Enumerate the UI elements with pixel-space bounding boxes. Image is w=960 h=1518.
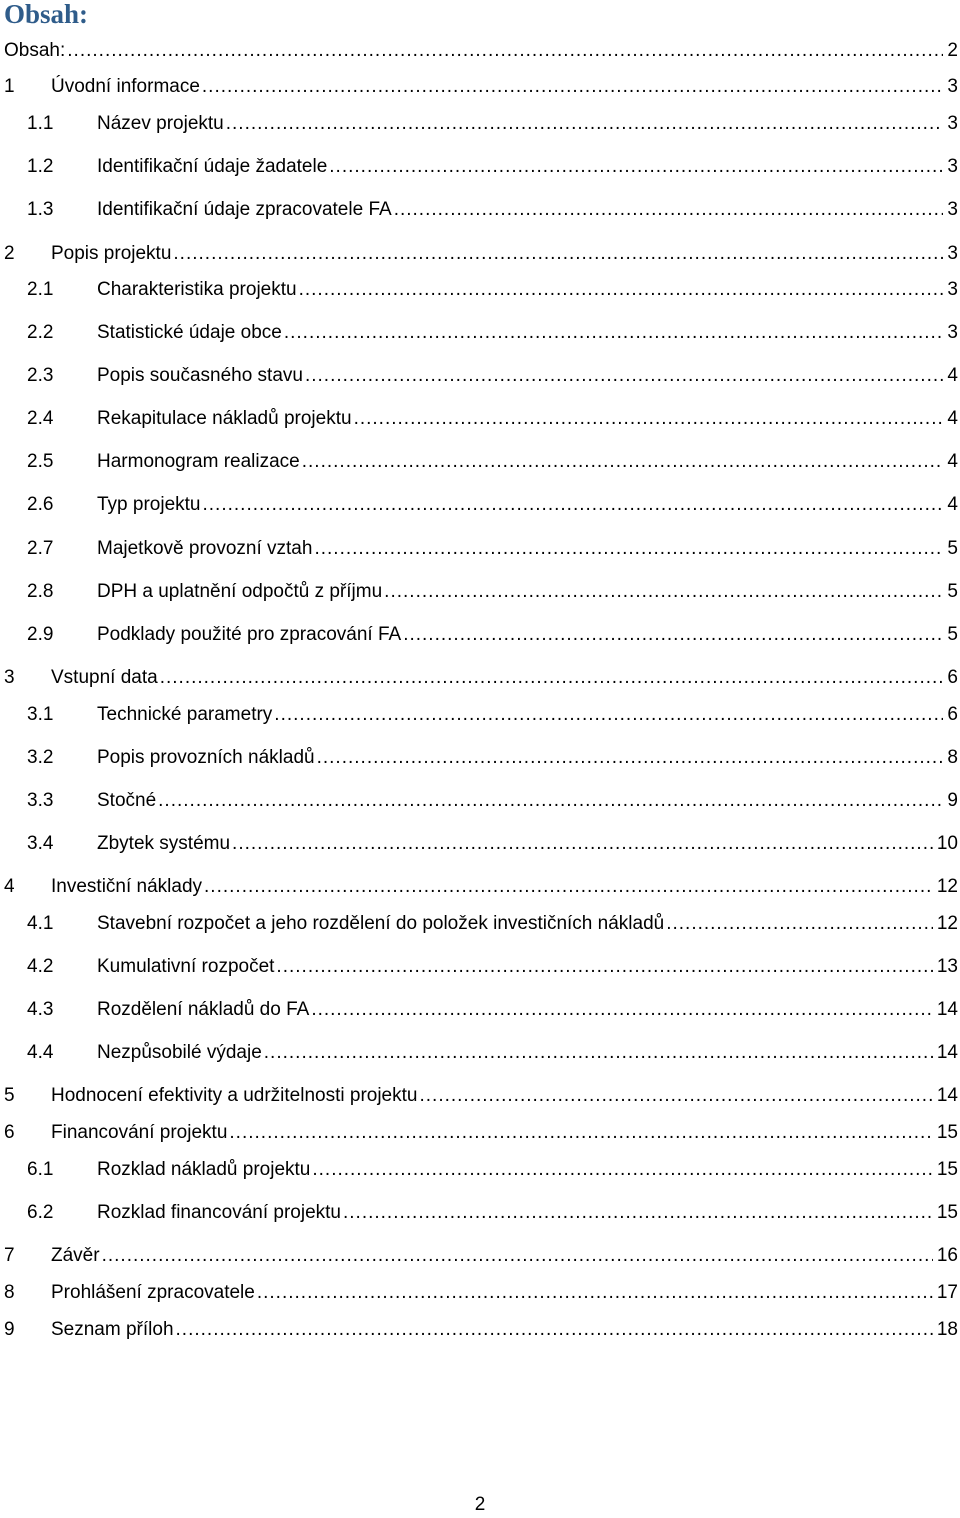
toc-entry-title: Kumulativní rozpočet — [97, 956, 275, 977]
toc-entry-page: 4 — [947, 451, 958, 472]
toc-entry-page: 14 — [936, 999, 958, 1020]
toc-entry-title: Vstupní data — [51, 667, 158, 688]
toc-entry-title: Název projektu — [97, 113, 224, 134]
toc-entry[interactable] — [0, 363, 960, 389]
toc-entry[interactable] — [0, 1317, 960, 1343]
toc-entry-number: 8 — [4, 1282, 15, 1303]
toc-entry-page: 14 — [936, 1085, 958, 1106]
toc-entry-number: 6.1 — [27, 1159, 54, 1180]
toc-dot-leader — [203, 492, 944, 518]
toc-entry-title: Typ projektu — [97, 494, 201, 515]
toc-entry[interactable] — [0, 1083, 960, 1109]
toc-entry-title: Majetkově provozní vztah — [97, 538, 313, 559]
toc-dot-leader — [403, 622, 943, 648]
toc-dot-leader — [305, 363, 943, 389]
toc-entry-title: Popis současného stavu — [97, 365, 303, 386]
toc-entry-page: 4 — [947, 408, 958, 429]
toc-entry-page: 16 — [936, 1245, 958, 1266]
toc-entry-page: 13 — [936, 956, 958, 977]
toc-entry-number: 2.6 — [27, 494, 54, 515]
toc-entry-page: 2 — [947, 40, 958, 61]
toc-heading: Obsah: — [4, 0, 89, 29]
toc-entry-title: Rozdělení nákladů do FA — [97, 999, 310, 1020]
toc-entry-number: 2.8 — [27, 581, 54, 602]
toc-dot-leader — [274, 702, 943, 728]
toc-entry-page: 15 — [936, 1122, 958, 1143]
toc-entry-page: 3 — [947, 279, 958, 300]
toc-entry-title: Rozklad financování projektu — [97, 1202, 341, 1223]
toc-entry[interactable] — [0, 38, 960, 64]
toc-entry-number: 5 — [4, 1085, 15, 1106]
toc-entry-title: DPH a uplatnění odpočtů z příjmu — [97, 581, 383, 602]
toc-entry[interactable] — [0, 197, 960, 223]
toc-entry-number: 1.2 — [27, 156, 54, 177]
toc-dot-leader — [226, 111, 944, 137]
toc-entry-page: 18 — [936, 1319, 958, 1340]
toc-entry-page: 4 — [947, 494, 958, 515]
toc-entry-number: 3.1 — [27, 704, 54, 725]
toc-dot-leader — [312, 1157, 933, 1183]
toc-entry[interactable] — [0, 154, 960, 180]
toc-entry-number: 4 — [4, 876, 15, 897]
toc-dot-leader — [299, 277, 944, 303]
toc-entry-title: Nezpůsobilé výdaje — [97, 1042, 262, 1063]
toc-entry-title: Zbytek systému — [97, 833, 231, 854]
toc-entry-number: 4.4 — [27, 1042, 54, 1063]
toc-entry-title: Technické parametry — [97, 704, 273, 725]
toc-entry[interactable] — [0, 579, 960, 605]
toc-entry[interactable] — [0, 320, 960, 346]
toc-entry-page: 6 — [947, 704, 958, 725]
toc-entry[interactable] — [0, 111, 960, 137]
toc-entry[interactable] — [0, 911, 960, 937]
toc-dot-leader — [67, 38, 943, 64]
toc-entry-title: Statistické údaje obce — [97, 322, 282, 343]
toc-entry-number: 1 — [4, 76, 15, 97]
toc-entry-page: 6 — [947, 667, 958, 688]
toc-entry-page: 14 — [936, 1042, 958, 1063]
toc-entry-page: 3 — [947, 113, 958, 134]
toc-entry-number: 6.2 — [27, 1202, 54, 1223]
toc-entry-page: 12 — [936, 913, 958, 934]
toc-dot-leader — [202, 74, 944, 100]
toc-entry-number: 2.7 — [27, 538, 54, 559]
toc-entry-number: 9 — [4, 1319, 15, 1340]
toc-entry-title: Seznam příloh — [51, 1319, 174, 1340]
toc-entry-title: Prohlášení zpracovatele — [51, 1282, 255, 1303]
toc-entry-number: 4.3 — [27, 999, 54, 1020]
toc-dot-leader — [419, 1083, 932, 1109]
toc-entry-title: Identifikační údaje žadatele — [97, 156, 328, 177]
toc-entry-number: 2.2 — [27, 322, 54, 343]
toc-entry-page: 5 — [947, 538, 958, 559]
toc-entry-title: Stočné — [97, 790, 157, 811]
toc-dot-leader — [302, 449, 944, 475]
toc-entry[interactable] — [0, 954, 960, 980]
toc-entry-number: 1.1 — [27, 113, 54, 134]
toc-entry-number: 3.2 — [27, 747, 54, 768]
toc-dot-leader — [232, 831, 933, 857]
toc-entry[interactable] — [0, 1243, 960, 1269]
page-number: 2 — [474, 1494, 486, 1515]
toc-entry-page: 3 — [947, 199, 958, 220]
toc-entry-page: 5 — [947, 624, 958, 645]
toc-dot-leader — [264, 1040, 933, 1066]
toc-entry-page: 17 — [936, 1282, 958, 1303]
toc-entry-title: Závěr — [51, 1245, 100, 1266]
toc-entry-number: 2.5 — [27, 451, 54, 472]
toc-dot-leader — [354, 406, 944, 432]
toc-entry-title: Identifikační údaje zpracovatele FA — [97, 199, 392, 220]
toc-entry[interactable] — [0, 702, 960, 728]
toc-entry[interactable] — [0, 788, 960, 814]
toc-entry[interactable] — [0, 449, 960, 475]
toc-entry-title: Úvodní informace — [51, 76, 200, 97]
toc-dot-leader — [329, 154, 943, 180]
toc-entry-title: Popis projektu — [51, 243, 172, 264]
toc-dot-leader — [102, 1243, 933, 1269]
toc-entry-number: 2.1 — [27, 279, 54, 300]
toc-entry[interactable] — [0, 406, 960, 432]
toc-entry-number: 3 — [4, 667, 15, 688]
toc-entry-page: 15 — [936, 1202, 958, 1223]
toc-entry-title: Charakteristika projektu — [97, 279, 297, 300]
toc-entry[interactable] — [0, 1040, 960, 1066]
toc-entry-title: Financování projektu — [51, 1122, 228, 1143]
toc-entry-page: 12 — [936, 876, 958, 897]
toc-entry-number: 2.3 — [27, 365, 54, 386]
toc-dot-leader — [204, 874, 933, 900]
toc-entry-page: 9 — [947, 790, 958, 811]
toc-entry-number: 3.4 — [27, 833, 54, 854]
toc-entry-title: Investiční náklady — [51, 876, 203, 897]
toc-entry[interactable] — [0, 1157, 960, 1183]
toc-dot-leader — [666, 911, 933, 937]
toc-dot-leader — [311, 997, 933, 1023]
toc-entry-title: Harmonogram realizace — [97, 451, 300, 472]
toc-entry[interactable] — [0, 997, 960, 1023]
toc-dot-leader — [257, 1280, 933, 1306]
toc-entry[interactable] — [0, 74, 960, 100]
toc-entry[interactable] — [0, 536, 960, 562]
toc-entry-page: 3 — [947, 243, 958, 264]
toc-dot-leader — [343, 1200, 933, 1226]
toc-entry-number: 7 — [4, 1245, 15, 1266]
toc-entry[interactable] — [0, 1280, 960, 1306]
toc-entry-number: 3.3 — [27, 790, 54, 811]
toc-entry[interactable] — [0, 874, 960, 900]
toc-entry-title: Hodnocení efektivity a udržitelnosti projektu — [51, 1085, 418, 1106]
toc-dot-leader — [176, 1317, 933, 1343]
toc-entry-title: Stavební rozpočet a jeho rozdělení do položek investičních nákladů — [97, 913, 665, 934]
toc-entry-page: 15 — [936, 1159, 958, 1180]
toc-entry-number: 6 — [4, 1122, 15, 1143]
toc-entry[interactable] — [0, 241, 960, 267]
toc-entry[interactable] — [0, 1120, 960, 1146]
toc-entry-page: 3 — [947, 76, 958, 97]
toc-entry-title: Popis provozních nákladů — [97, 747, 315, 768]
toc-entry-page: 4 — [947, 365, 958, 386]
toc-entry-page: 3 — [947, 322, 958, 343]
toc-entry-title: Obsah: — [4, 40, 66, 61]
toc-entry[interactable] — [0, 831, 960, 857]
toc-entry-number: 2.9 — [27, 624, 54, 645]
toc-entry-title: Rozklad nákladů projektu — [97, 1159, 311, 1180]
toc-dot-leader — [384, 579, 943, 605]
toc-entry[interactable] — [0, 745, 960, 771]
toc-dot-leader — [160, 665, 944, 691]
toc-entry[interactable] — [0, 665, 960, 691]
toc-dot-leader — [394, 197, 944, 223]
toc-dot-leader — [229, 1120, 932, 1146]
toc-entry[interactable] — [0, 492, 960, 518]
toc-entry-page: 10 — [936, 833, 958, 854]
toc-entry[interactable] — [0, 1200, 960, 1226]
toc-dot-leader — [173, 241, 943, 267]
toc-entry-number: 4.2 — [27, 956, 54, 977]
toc-dot-leader — [284, 320, 944, 346]
toc-entry-number: 2 — [4, 243, 15, 264]
toc-entry[interactable] — [0, 277, 960, 303]
toc-entry-number: 4.1 — [27, 913, 54, 934]
toc-entry-page: 3 — [947, 156, 958, 177]
toc-entry-title: Podklady použité pro zpracování FA — [97, 624, 402, 645]
toc-entry-page: 5 — [947, 581, 958, 602]
toc-dot-leader — [317, 745, 944, 771]
toc-dot-leader — [276, 954, 932, 980]
toc-dot-leader — [158, 788, 943, 814]
toc-entry-number: 1.3 — [27, 199, 54, 220]
toc-dot-leader — [314, 536, 943, 562]
toc-entry-title: Rekapitulace nákladů projektu — [97, 408, 352, 429]
toc-entry[interactable] — [0, 622, 960, 648]
toc-entry-number: 2.4 — [27, 408, 54, 429]
toc-entry-page: 8 — [947, 747, 958, 768]
